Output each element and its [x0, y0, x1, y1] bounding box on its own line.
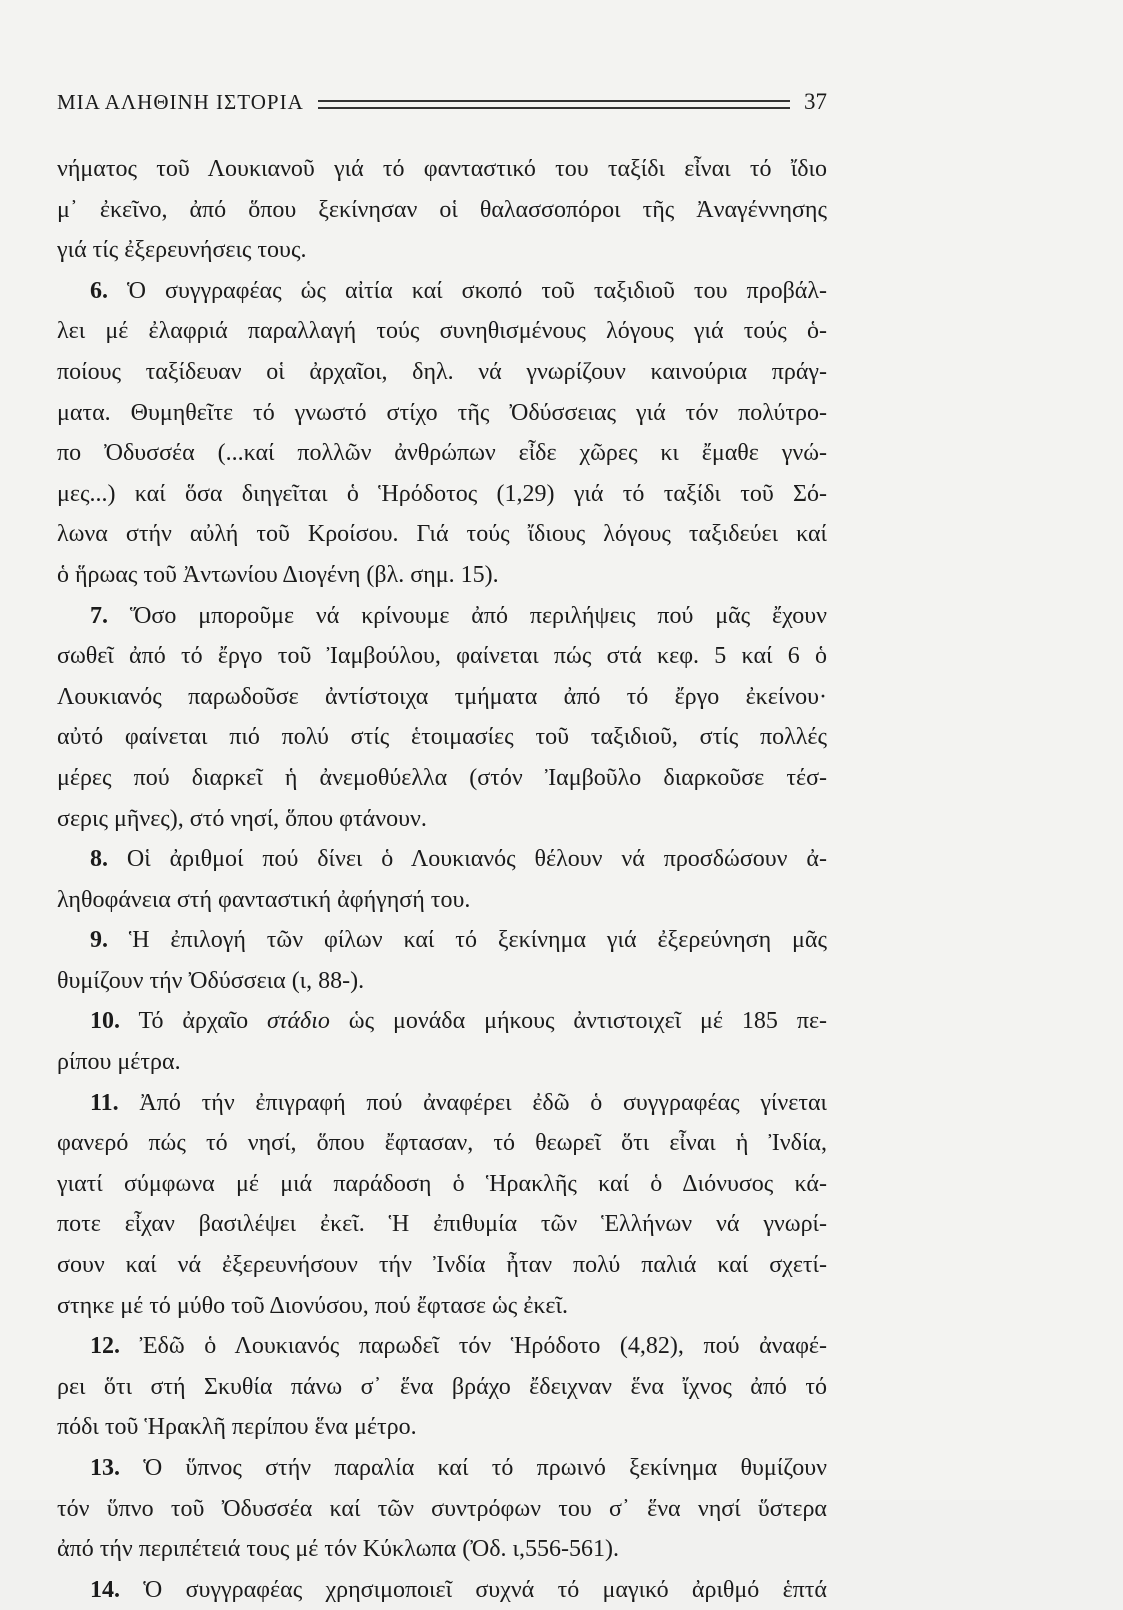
text-line — [57, 474, 827, 515]
note-number: 6. — [90, 277, 108, 304]
note-number: 14. — [90, 1576, 120, 1603]
running-head — [57, 82, 827, 122]
text-line — [57, 230, 827, 271]
line-text: Ὁ ὕπνος στήν παραλία καί τό πρωινό ξεκίνημα θυμίζουν — [120, 1455, 827, 1481]
text-line — [57, 1245, 827, 1286]
text-line — [57, 555, 827, 596]
text-line — [57, 717, 827, 758]
line-text: Ἀπό τήν ἐπιγραφή πού ἀναφέρει ἐδῶ ὁ συγγραφέας γίνεται — [118, 1089, 827, 1116]
note-number: 11. — [90, 1089, 119, 1116]
text-line — [57, 1204, 827, 1245]
text-line — [57, 961, 827, 1002]
note-first-line — [57, 1001, 827, 1042]
text-line — [57, 514, 827, 555]
text-line — [57, 1407, 827, 1448]
note-first-line — [57, 1570, 827, 1610]
note-number: 12. — [90, 1333, 120, 1360]
text-line — [57, 636, 827, 677]
note-first-line — [57, 920, 827, 961]
line-text: ὁ ἥρωας τοῦ Ἀντωνίου Διογένη (βλ. σημ. 15). — [57, 561, 499, 588]
italic-term: στάδιο — [267, 1008, 330, 1035]
line-text: Λουκιανός παρωδοῦσε ἀντίστοιχα τμήματα ἀπό τό ἔργο ἐκείνου· — [57, 683, 827, 710]
text-line — [57, 799, 827, 840]
note-first-line — [57, 1326, 827, 1367]
note-first-line — [57, 1448, 827, 1489]
line-text: φανερό πώς τό νησί, ὅπου ἔφτασαν, τό θεωρεῖ ὅτι εἶναι ἡ Ἰνδία, — [57, 1130, 827, 1157]
line-text: λει μέ ἐλαφριά παραλλαγή τούς συνηθισμένους λόγους γιά τούς ὁ- — [57, 318, 827, 345]
text-line — [57, 1286, 827, 1327]
line-text: ρίπου μέτρα. — [57, 1049, 181, 1076]
text-line — [57, 433, 827, 474]
line-text: μέρες πού διαρκεῖ ἡ ἀνεμοθύελλα (στόν Ἰαμβοῦλο διαρκοῦσε τέσ- — [57, 764, 827, 791]
text-line — [57, 1367, 827, 1408]
line-text: ποίους ταξίδευαν οἱ ἀρχαῖοι, δηλ. νά γνωρίζουν καινούρια πράγ- — [57, 358, 827, 385]
line-text: πο Ὀδυσσέα (...καί πολλῶν ἀνθρώπων εἶδε χῶρες κι ἔμαθε γνώ- — [57, 440, 827, 467]
line-text: ποτε εἶχαν βασιλέψει ἐκεῖ. Ἡ ἐπιθυμία τῶν Ἑλλήνων νά γνωρί- — [57, 1211, 827, 1238]
running-head-rule — [318, 100, 790, 109]
line-text: ληθοφάνεια στή φανταστική ἀφήγησή του. — [57, 886, 471, 913]
text-line — [57, 190, 827, 231]
text-line — [57, 352, 827, 393]
line-text: πόδι τοῦ Ἡρακλῆ περίπου ἕνα μέτρο. — [57, 1414, 417, 1441]
text-line — [57, 311, 827, 352]
text-line — [57, 149, 827, 190]
note-number: 8. — [90, 846, 108, 873]
note-number: 10. — [90, 1008, 120, 1035]
text-line — [57, 1164, 827, 1205]
line-text: Ὁ συγγραφέας ὡς αἰτία καί σκοπό τοῦ ταξιδιοῦ του προβάλ- — [108, 277, 827, 304]
text-line — [57, 1529, 827, 1570]
text-line — [57, 393, 827, 434]
text-line — [57, 1489, 827, 1530]
line-text: τόν ὕπνο τοῦ Ὀδυσσέα καί τῶν συντρόφων του σ᾽ ἕνα νησί ὕστερα — [57, 1495, 827, 1522]
line-text: μες...) καί ὅσα διηγεῖται ὁ Ἡρόδοτος (1,29) γιά τό ταξίδι τοῦ Σό- — [57, 480, 827, 507]
text-line — [57, 1042, 827, 1083]
line-text: νήματος τοῦ Λουκιανοῦ γιά τό φανταστικό του ταξίδι εἶναι τό ἴδιο — [57, 156, 827, 182]
text-line — [57, 1123, 827, 1164]
line-text: αὐτό φαίνεται πιό πολύ στίς ἑτοιμασίες τοῦ ταξιδιοῦ, στίς πολλές — [57, 724, 827, 751]
note-first-line — [57, 596, 827, 637]
note-number: 9. — [90, 927, 108, 954]
line-text: Ἡ ἐπιλογή τῶν φίλων καί τό ξεκίνημα γιά ἐξερεύνηση μᾶς — [108, 927, 827, 954]
notes-body-text — [57, 149, 827, 1610]
line-text: σερις μῆνες), στό νησί, ὅπου φτάνουν. — [57, 805, 427, 832]
line-text: Τό ἀρχαῖο — [120, 1008, 268, 1035]
line-text-continued: ὡς μονάδα μήκους ἀντιστοιχεῖ μέ 185 πε- — [329, 1008, 827, 1035]
line-text: θυμίζουν τήν Ὀδύσσεια (ι, 88-). — [57, 967, 365, 994]
note-first-line — [57, 839, 827, 880]
note-number: 13. — [90, 1455, 120, 1481]
text-line — [57, 677, 827, 718]
page-number: 37 — [804, 89, 827, 114]
text-line — [57, 758, 827, 799]
line-text: ρει ὅτι στή Σκυθία πάνω σ᾽ ἕνα βράχο ἔδειχναν ἕνα ἴχνος ἀπό τό — [57, 1373, 827, 1400]
line-text: γιατί σύμφωνα μέ μιά παράδοση ὁ Ἡρακλῆς καί ὁ Διόνυσος κά- — [57, 1170, 827, 1197]
line-text: σουν καί νά ἐξερευνήσουν τήν Ἰνδία ἦταν πολύ παλιά καί σχετί- — [57, 1252, 827, 1279]
line-text: Ὁ συγγραφέας χρησιμοποιεῖ συχνά τό μαγικό ἀριθμό ἑπτά — [120, 1576, 827, 1603]
line-text: λωνα στήν αὐλή τοῦ Κροίσου. Γιά τούς ἴδιους λόγους ταξιδεύει καί — [57, 521, 827, 548]
line-text: μ᾽ ἐκεῖνο, ἀπό ὅπου ξεκίνησαν οἱ θαλασσοπόροι τῆς Ἀναγέννησης — [57, 196, 827, 223]
line-text: ματα. Θυμηθεῖτε τό γνωστό στίχο τῆς Ὀδύσσειας γιά τόν πολύτρο- — [57, 399, 827, 426]
line-text: ἀπό τήν περιπέτειά τους μέ τόν Κύκλωπα (Ὀδ. ι,556-561). — [57, 1536, 619, 1563]
note-first-line — [57, 271, 827, 312]
text-line — [57, 880, 827, 921]
line-text: στηκε μέ τό μύθο τοῦ Διονύσου, πού ἔφτασε ὡς ἐκεῖ. — [57, 1292, 568, 1319]
line-text: Ἐδῶ ὁ Λουκιανός παρωδεῖ τόν Ἡρόδοτο (4,82), πού ἀναφέ- — [120, 1333, 827, 1360]
note-first-line — [57, 1083, 827, 1124]
note-number: 7. — [90, 602, 108, 629]
line-text: γιά τίς ἐξερευνήσεις τους. — [57, 237, 307, 264]
line-text: σωθεῖ ἀπό τό ἔργο τοῦ Ἰαμβούλου, φαίνεται πώς στά κεφ. 5 καί 6 ὁ — [57, 643, 827, 670]
line-text: Οἱ ἀριθμοί πού δίνει ὁ Λουκιανός θέλουν νά προσδώσουν ἀ- — [108, 846, 827, 873]
running-head-title: ΜΙΑ ΑΛΗΘΙΝΗ ΙΣΤΟΡΙΑ — [57, 89, 304, 114]
line-text: Ὅσο μποροῦμε νά κρίνουμε ἀπό περιλήψεις πού μᾶς ἔχουν — [108, 602, 827, 629]
